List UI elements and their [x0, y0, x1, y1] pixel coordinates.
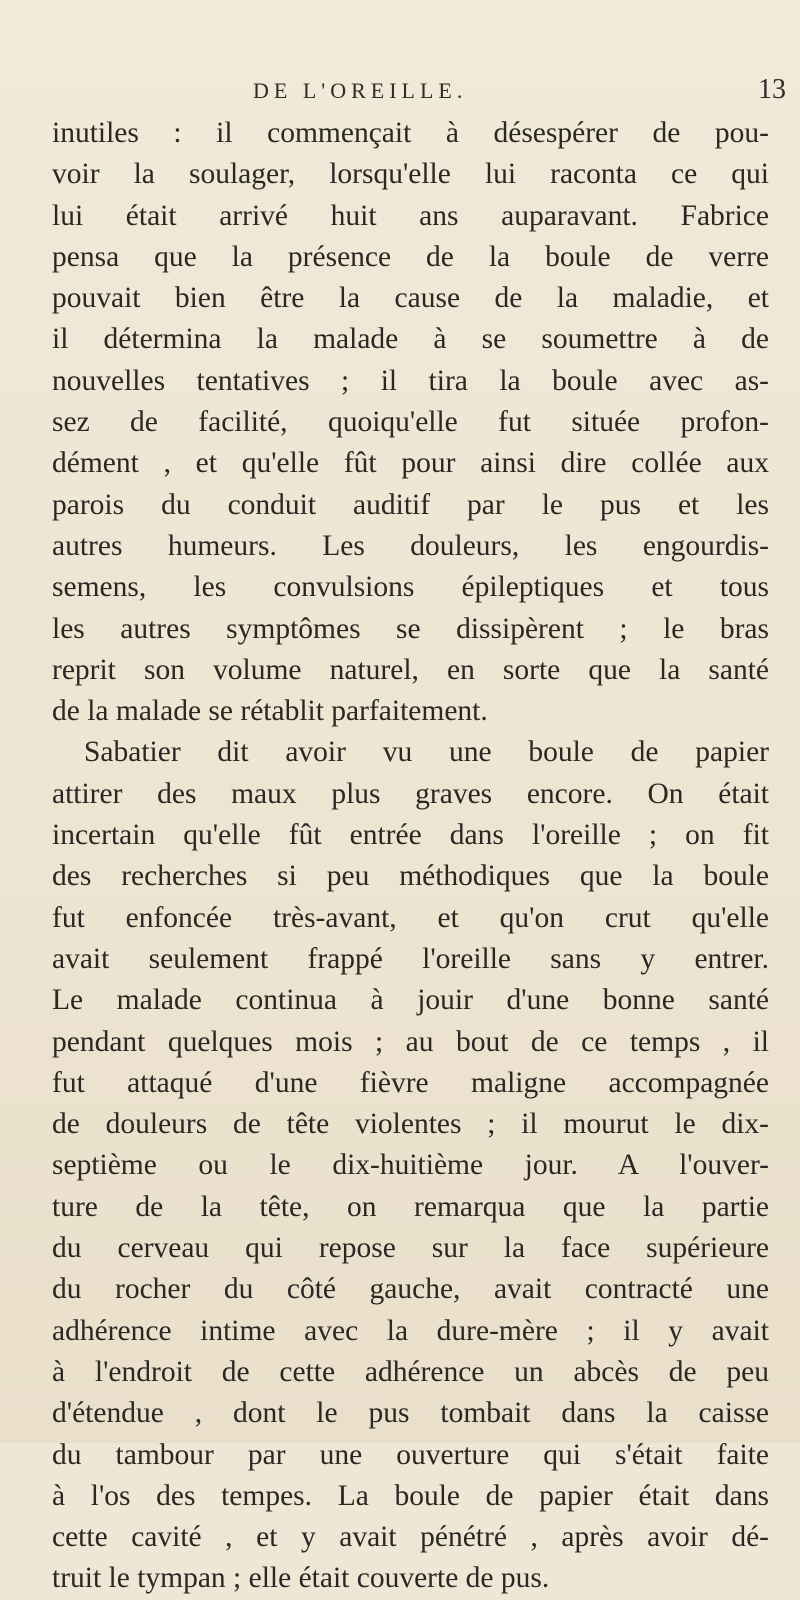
text-line: il détermina la malade à se soumettre à de [52, 323, 769, 356]
text-line: truit le tympan ; elle était couverte de pus. [52, 1562, 550, 1595]
text-line: pendant quelques mois ; au bout de ce temps , il [52, 1025, 769, 1058]
body-text [52, 113, 769, 1600]
text-line: pouvait bien être la cause de la maladie, et [52, 282, 769, 315]
text-line: adhérence intime avec la dure-mère ; il y avait [52, 1314, 769, 1347]
text-line: cette cavité , et y avait pénétré , après avoir dé- [52, 1521, 769, 1554]
text-line: avait seulement frappé l'oreille sans y entrer. [52, 942, 769, 975]
running-title: DE L'OREILLE. [253, 78, 468, 103]
text-line: du rocher du côté gauche, avait contracté une [52, 1273, 769, 1306]
text-line: septième ou le dix-huitième jour. A l'ouver- [52, 1149, 769, 1182]
text-line: du cerveau qui repose sur la face supérieure [52, 1232, 769, 1265]
text-line: de douleurs de tête violentes ; il mourut le dix- [52, 1108, 769, 1141]
text-line: les autres symptômes se dissipèrent ; le bras [52, 612, 769, 645]
text-line: parois du conduit auditif par le pus et les [52, 488, 769, 521]
running-head [0, 74, 800, 108]
text-line: de la malade se rétablit parfaitement. [52, 695, 488, 728]
text-line: lui était arrivé huit ans auparavant. Fabrice [52, 199, 769, 232]
text-line: autres humeurs. Les douleurs, les engourdis- [52, 529, 769, 562]
text-line: incertain qu'elle fût entrée dans l'oreille ; on fit [52, 819, 769, 852]
text-line: attirer des maux plus graves encore. On était [52, 777, 769, 810]
text-line: voir la soulager, lorsqu'elle lui raconta ce qui [52, 158, 769, 191]
text-line: des recherches si peu méthodiques que la boule [52, 860, 769, 893]
text-line: du tambour par une ouverture qui s'était faite [52, 1438, 769, 1471]
text-line: semens, les convulsions épileptiques et tous [52, 571, 769, 604]
text-line: Le malade continua à jouir d'une bonne santé [52, 984, 769, 1017]
text-line: d'étendue , dont le pus tombait dans la caisse [52, 1397, 769, 1430]
page-number: 13 [758, 74, 786, 105]
text-line: dément , et qu'elle fût pour ainsi dire collée aux [52, 447, 769, 480]
text-line: ture de la tête, on remarqua que la partie [52, 1190, 769, 1223]
paragraph-start-line: Sabatier dit avoir vu une boule de papier [84, 736, 769, 769]
text-line: sez de facilité, quoiqu'elle fut située profon- [52, 406, 769, 439]
text-line: pensa que la présence de la boule de verre [52, 240, 769, 273]
text-line: à l'os des tempes. La boule de papier était dans [52, 1479, 769, 1512]
text-line: nouvelles tentatives ; il tira la boule avec as- [52, 364, 769, 397]
text-line: reprit son volume naturel, en sorte que la santé [52, 653, 769, 686]
text-line: à l'endroit de cette adhérence un abcès de peu [52, 1355, 769, 1388]
text-line: fut enfoncée très-avant, et qu'on crut qu'elle [52, 901, 769, 934]
text-line: fut attaqué d'une fièvre maligne accompagnée [52, 1066, 769, 1099]
text-line: inutiles : il commençait à désespérer de pou- [52, 117, 769, 149]
